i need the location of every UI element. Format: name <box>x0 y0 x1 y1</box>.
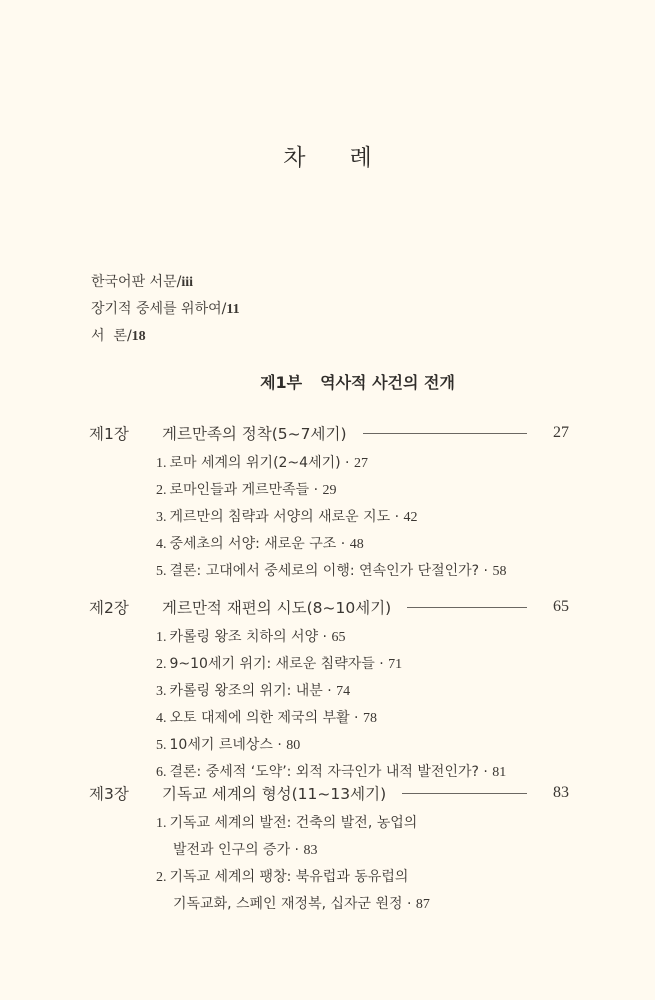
section-number: 6. <box>156 765 167 780</box>
section-item[interactable] <box>156 651 569 678</box>
front-matter-page: 11 <box>226 302 240 317</box>
section-item[interactable] <box>156 624 569 651</box>
leader-line <box>363 433 528 434</box>
leader-line <box>407 607 527 608</box>
section-number: 2. <box>156 483 167 498</box>
section-item[interactable] <box>156 705 569 732</box>
section-page: 42 <box>403 510 418 525</box>
chapter-number: 제2장 <box>89 599 129 617</box>
section-number: 1. <box>156 630 167 645</box>
section-title: 10세기 르네상스 · <box>169 737 287 753</box>
section-list <box>156 810 569 918</box>
chapter-page: 65 <box>553 598 569 615</box>
section-title-line-2: 발전과 인구의 증가 · <box>173 842 304 858</box>
section-page: 78 <box>362 711 377 726</box>
section-page: 87 <box>415 897 430 912</box>
chapter-title: 게르만적 재편의 시도(8~10세기) <box>162 599 392 617</box>
front-matter-label: 서 론/ <box>91 328 132 344</box>
section-title: 중세초의 서양: 새로운 구조 · <box>169 536 350 552</box>
page-title-char-1: 차 <box>283 145 306 172</box>
part-heading <box>0 370 655 393</box>
section-page: 80 <box>286 738 301 753</box>
section-page: 58 <box>492 564 507 579</box>
section-item[interactable] <box>156 678 569 705</box>
chapter-3 <box>89 778 569 918</box>
chapter-number: 제1장 <box>89 425 129 443</box>
chapter-heading[interactable] <box>89 778 569 808</box>
section-title: 카롤링 왕조의 위기: 내분 · <box>169 683 337 699</box>
section-page: 83 <box>303 843 318 858</box>
section-page: 71 <box>388 657 403 672</box>
section-title: 오토 대제에 의한 제국의 부활 · <box>169 710 363 726</box>
chapter-1 <box>89 418 569 585</box>
section-page: 65 <box>331 630 346 645</box>
chapter-title: 기독교 세계의 형성(11~13세기) <box>162 785 387 803</box>
section-title: 로마 세계의 위기(2~4세기) · <box>169 455 354 471</box>
section-item[interactable] <box>156 732 569 759</box>
section-page: 27 <box>353 456 368 471</box>
section-title: 게르만의 침략과 서양의 새로운 지도 · <box>169 509 404 525</box>
section-number: 4. <box>156 537 167 552</box>
front-matter-page: iii <box>181 275 193 290</box>
chapter-2 <box>89 592 569 786</box>
section-item[interactable] <box>156 477 569 504</box>
chapter-heading[interactable] <box>89 418 569 448</box>
chapter-page: 27 <box>553 424 569 441</box>
leader-line <box>402 793 527 794</box>
page-title-char-2: 례 <box>349 145 372 172</box>
section-title: 결론: 고대에서 중세로의 이행: 연속인가 단절인가? · <box>169 563 493 579</box>
section-title: 결론: 중세적 ‘도약’: 외적 자극인가 내적 발전인가? · <box>169 764 493 780</box>
section-list <box>156 624 569 786</box>
section-item[interactable] <box>156 450 569 477</box>
section-title-continued <box>156 837 569 864</box>
front-matter-item[interactable] <box>91 269 240 296</box>
section-number: 1. <box>156 816 167 831</box>
section-item[interactable] <box>156 810 569 864</box>
part-number: 제1부 <box>260 373 303 392</box>
section-number: 4. <box>156 711 167 726</box>
section-title: 9~10세기 위기: 새로운 침략자들 · <box>169 656 389 672</box>
part-title: 역사적 사건의 전개 <box>320 373 455 392</box>
chapter-number: 제3장 <box>89 785 129 803</box>
section-title-continued <box>156 891 569 918</box>
front-matter-item[interactable] <box>91 323 240 350</box>
section-page: 29 <box>322 483 337 498</box>
section-title: 기독교 세계의 발전: 건축의 발전, 농업의 <box>169 815 418 831</box>
chapter-heading[interactable] <box>89 592 569 622</box>
section-page: 81 <box>492 765 507 780</box>
section-number: 1. <box>156 456 167 471</box>
section-number: 3. <box>156 510 167 525</box>
section-item[interactable] <box>156 864 569 918</box>
section-title: 기독교 세계의 팽창: 북유럽과 동유럽의 <box>169 869 409 885</box>
section-number: 2. <box>156 657 167 672</box>
section-item[interactable] <box>156 531 569 558</box>
front-matter-page: 18 <box>131 329 146 344</box>
chapter-title: 게르만족의 정착(5~7세기) <box>162 425 347 443</box>
section-page: 48 <box>349 537 364 552</box>
section-title: 카롤링 왕조 치하의 서양 · <box>169 629 332 645</box>
front-matter-list <box>91 269 240 350</box>
section-number: 5. <box>156 564 167 579</box>
chapter-page: 83 <box>553 784 569 801</box>
front-matter-item[interactable] <box>91 296 240 323</box>
section-title: 로마인들과 게르만족들 · <box>169 482 323 498</box>
front-matter-label: 장기적 중세를 위하여/ <box>91 301 227 317</box>
section-page: 74 <box>336 684 351 699</box>
section-item[interactable] <box>156 558 569 585</box>
section-list <box>156 450 569 585</box>
front-matter-label: 한국어판 서문/ <box>91 274 182 290</box>
section-number: 2. <box>156 870 167 885</box>
section-number: 5. <box>156 738 167 753</box>
section-number: 3. <box>156 684 167 699</box>
section-item[interactable] <box>156 504 569 531</box>
page-title <box>0 139 655 172</box>
section-title-line-2: 기독교화, 스페인 재정복, 십자군 원정 · <box>173 896 416 912</box>
